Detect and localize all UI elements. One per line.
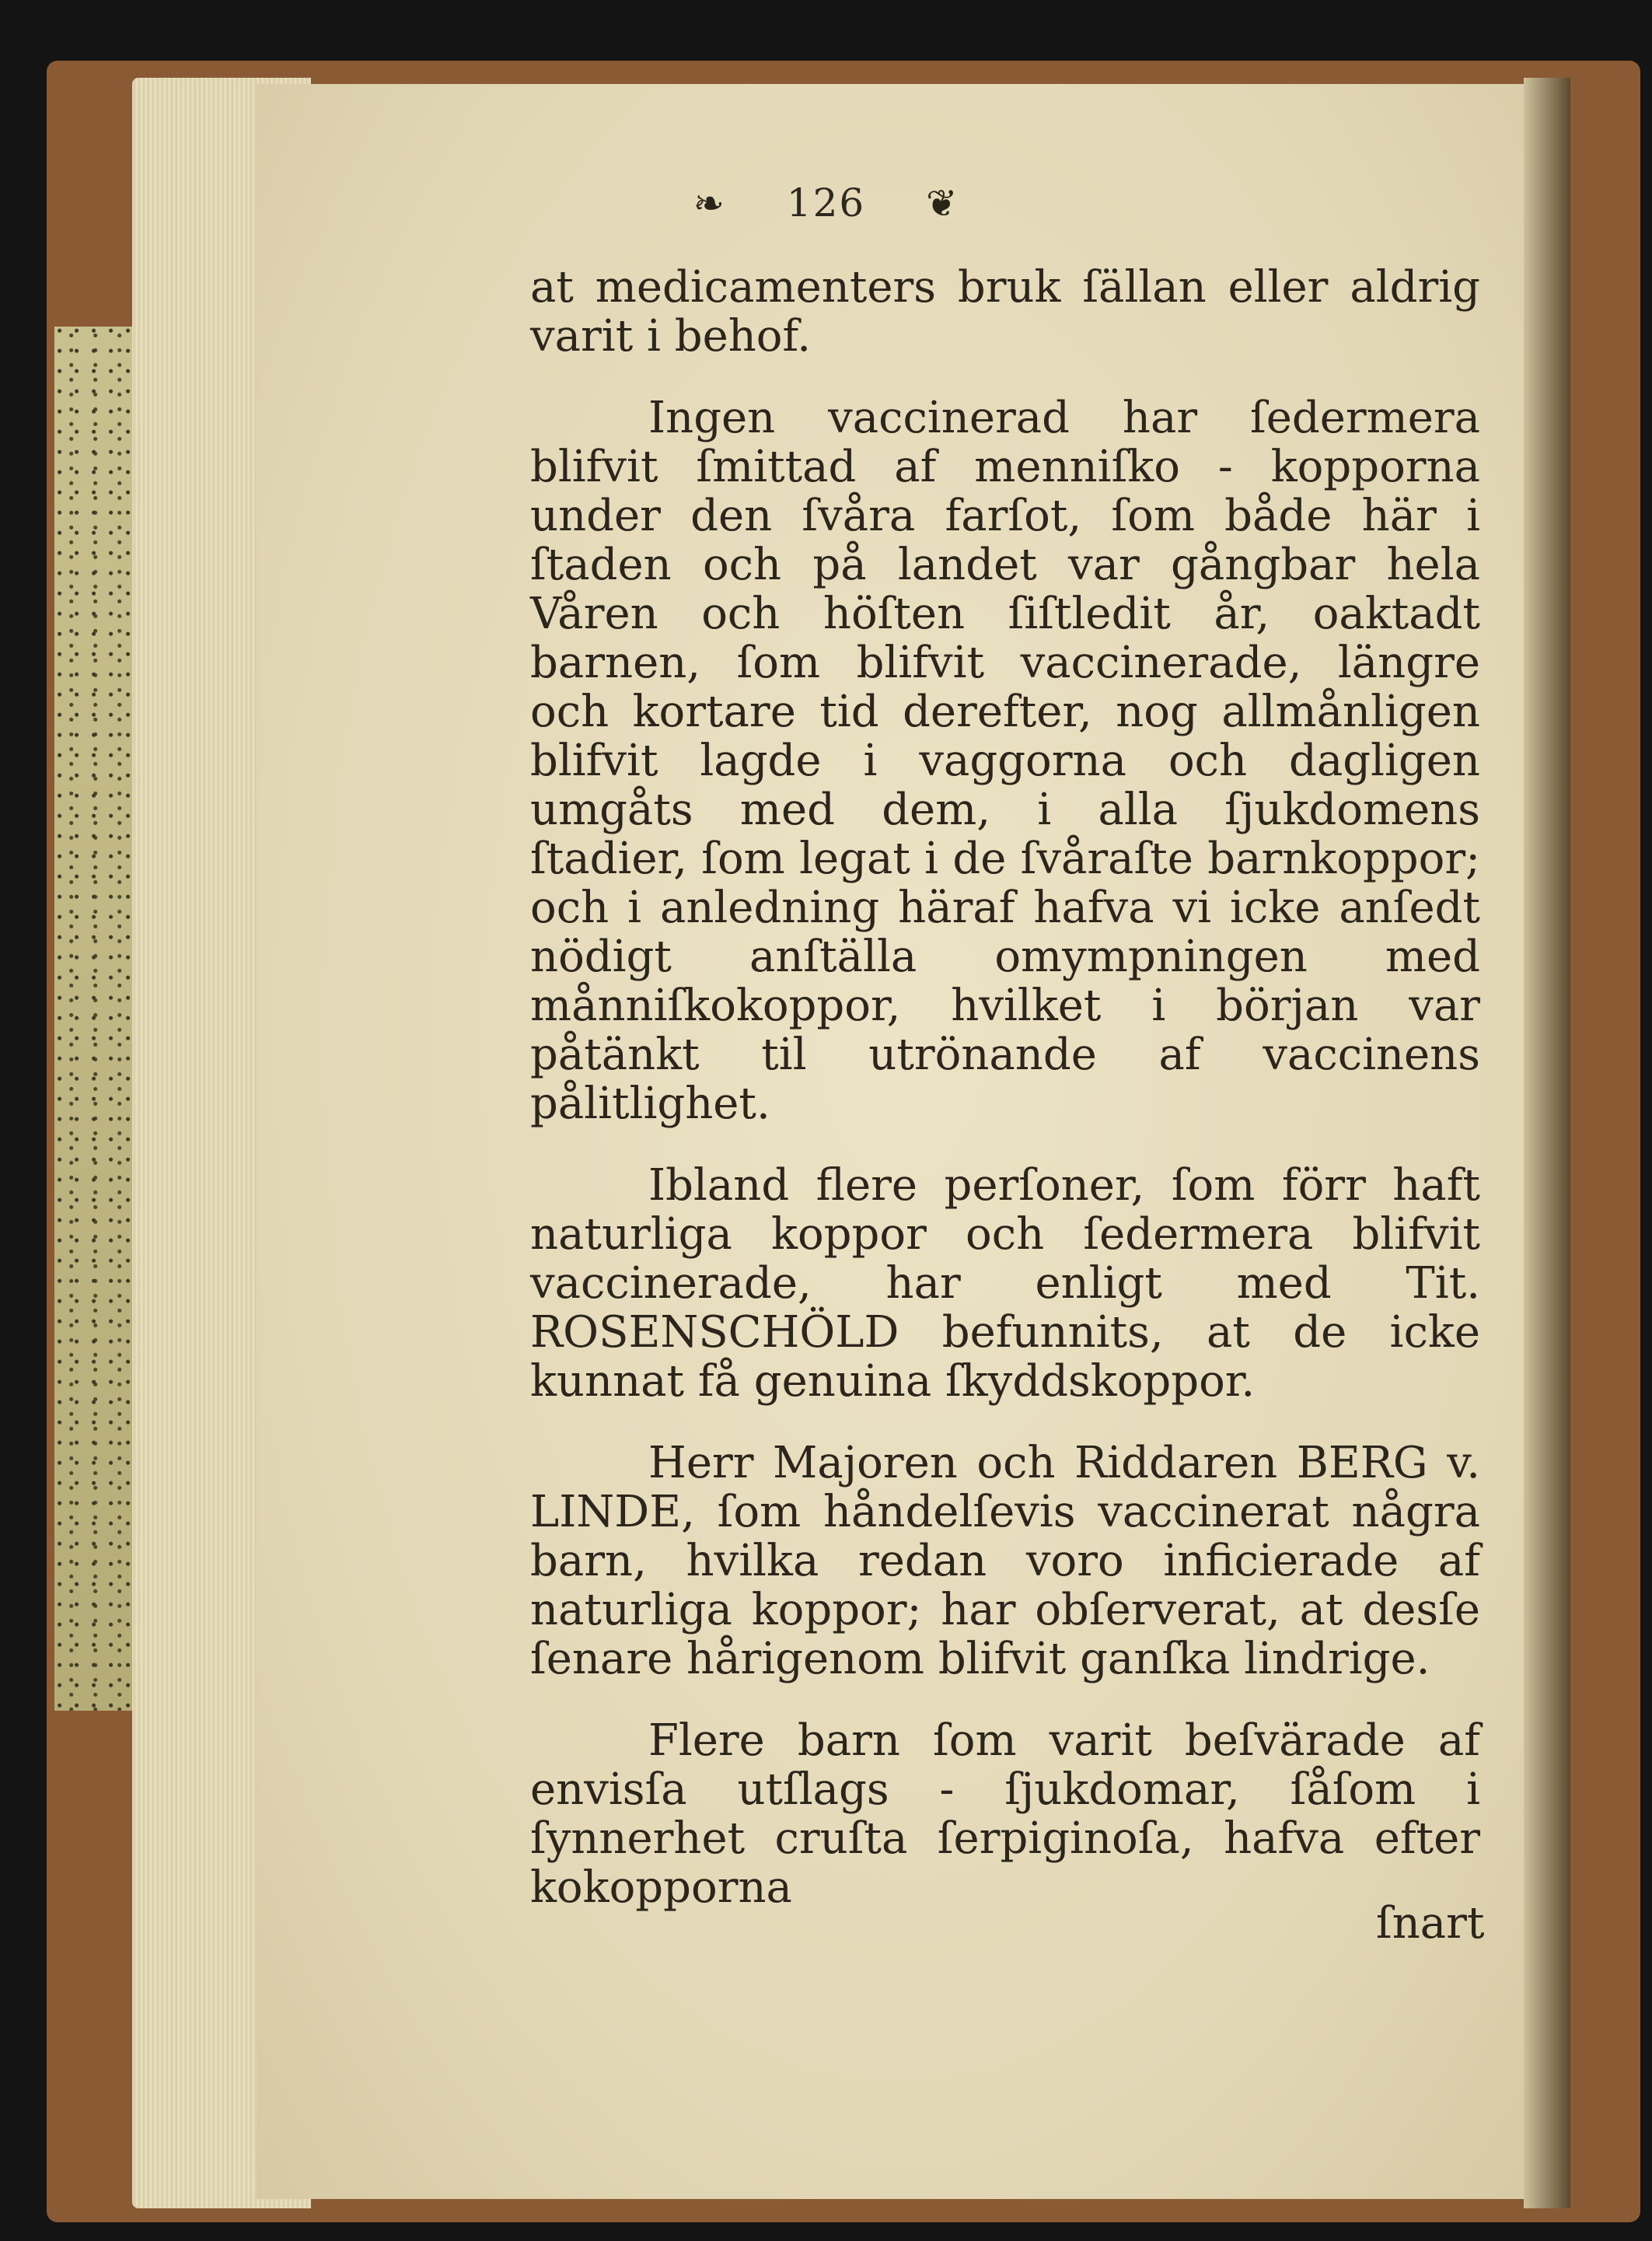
page-header [0, 180, 1652, 225]
page-number: 126 [786, 180, 866, 225]
catchword: ſnart [1376, 1898, 1485, 1949]
body-text [530, 263, 1480, 1912]
ornament-left-icon: ❧ [693, 182, 726, 225]
paragraph-1: at medicamenters bruk ſällan eller aldrig varit i behof. [530, 262, 1480, 362]
gutter-shadow [1524, 78, 1570, 2208]
paragraph-4: Herr Majoren och Riddaren BERG v. LINDE, ſom håndelſevis vaccinerat några barn, hvilka redan voro inficierade af naturliga koppor; har obſerverat, at desſe ſenare hårigenom blifvit ganſka lindrige. [530, 1438, 1480, 1684]
paragraph-3: Ibland flere perſoner, ſom förr haft naturliga koppor och ſedermera blifvit vaccinerade, har enligt med Tit. ROSENSCHÖLD befunnits, at de icke kunnat få genuina ſkyddskoppor. [530, 1160, 1480, 1407]
paragraph-2: Ingen vaccinerad har ſedermera blifvit ſmittad af menniſko - kopporna under den ſvåra farſot, ſom både här i ſtaden och på landet var gångbar hela Våren och höſten ſiſtledit år, oaktadt barnen, ſom blifvit vaccinerade, längre och kortare tid derefter, nog allmånligen blifvit lagde i vaggorna och dagligen umgåts med dem, i alla ſjukdomens ſtadier, ſom legat i de ſvåraſte barnkoppor; och i anledning häraf hafva vi icke anſedt nödigt anſtälla omympningen med månniſkokoppor, hvilket i början var påtänkt til utrönande af vaccinens pålitlighet. [530, 393, 1480, 1129]
ornament-right-icon: ❦ [926, 182, 959, 225]
paragraph-5: Flere barn ſom varit beſvärade af envisſa utſlags - ſjukdomar, ſåſom i ſynnerhet cruſta ſerpiginoſa, hafva efter kokopporna [530, 1715, 1480, 1913]
